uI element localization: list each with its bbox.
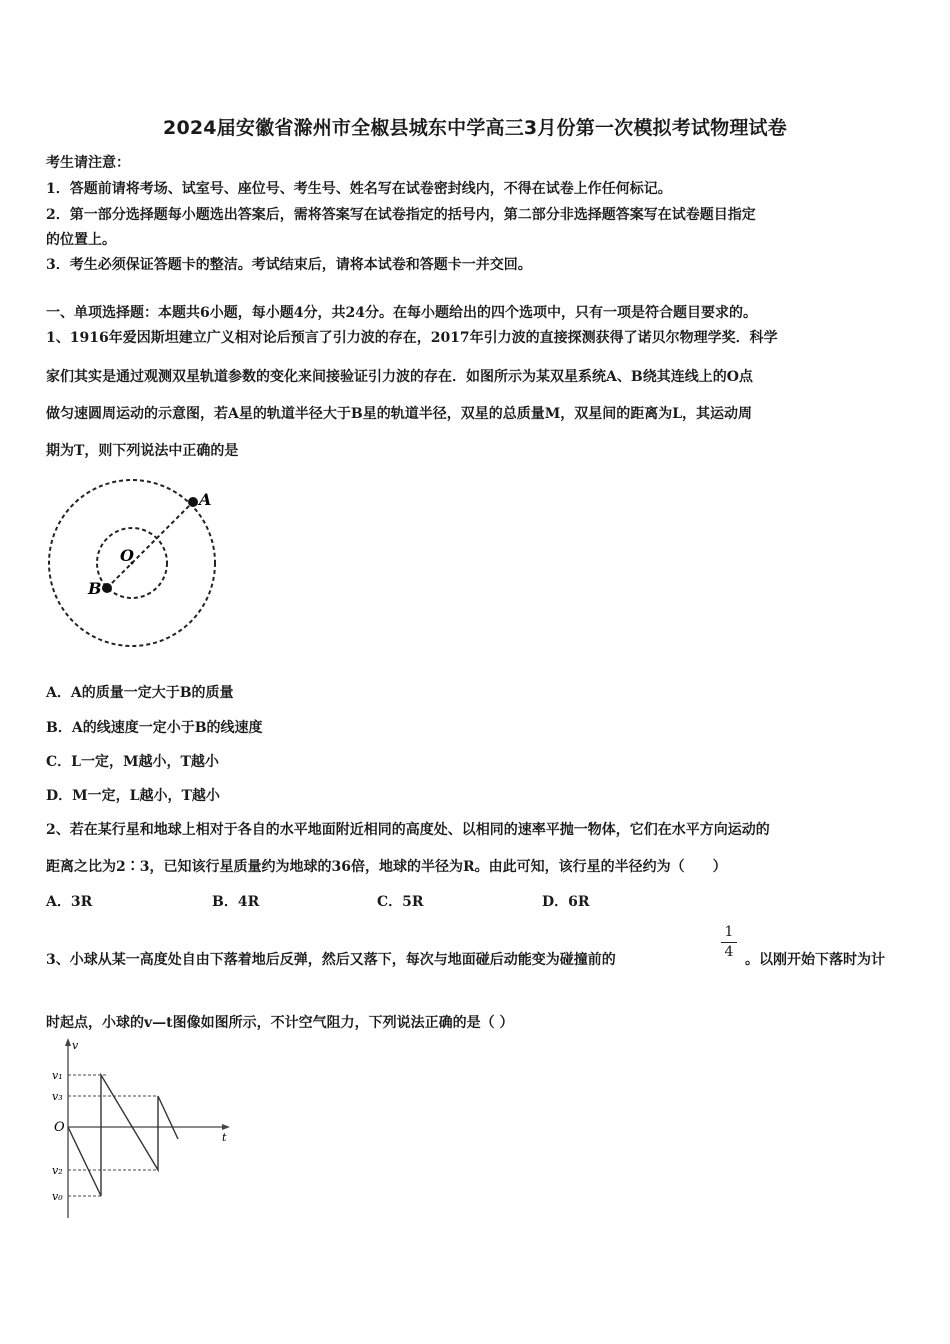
label-v1: v₁ <box>52 1069 63 1082</box>
notice-item-2: 2．第一部分选择题每小题选出答案后，需将答案写在试卷指定的括号内，第二部分非选择题答案写在试卷题目指定 <box>46 207 756 223</box>
q3-text-before: 3、小球从某一高度处自由下落着地后反弹，然后又落下，每次与地面碰后动能变为碰撞前的 <box>46 952 616 968</box>
binary-star-figure <box>40 470 230 660</box>
label-b: B <box>88 579 102 598</box>
page-title: 2024届安徽省滁州市全椒县城东中学高三3月份第一次模拟考试物理试卷 <box>163 117 787 139</box>
q2-text-line-1: 2、若在某行星和地球上相对于各自的水平地面附近相同的高度处、以相同的速率平抛一物体，它们在水平方向运动的 <box>46 822 770 838</box>
q2-option-b: B．4R <box>212 894 260 910</box>
label-o: O <box>120 546 134 565</box>
fraction-one-quarter <box>719 924 739 961</box>
axis-label-t: t <box>222 1131 227 1144</box>
connecting-line <box>107 502 193 588</box>
notice-item-1: 1．答题前请将考场、试室号、座位号、考生号、姓名写在试卷密封线内，不得在试卷上作任何标记。 <box>46 181 672 197</box>
q2-text-line-2: 距离之比为2∶3，已知该行星质量约为地球的36倍，地球的半径为R。由此可知，该行星的半径约为（ ） <box>46 859 727 875</box>
label-v0: v₀ <box>52 1190 63 1203</box>
q3-text-line-2: 时起点，小球的v—t图像如图所示，不计空气阻力，下列说法正确的是（ ） <box>46 1015 514 1031</box>
q1-option-d: D．M一定，L越小，T越小 <box>46 788 220 804</box>
notice-heading: 考生请注意： <box>46 155 130 171</box>
section-heading: 一、单项选择题：本题共6小题，每小题4分，共24分。在每小题给出的四个选项中，只有一项是符合题目要求的。 <box>46 305 757 321</box>
q2-option-a: A．3R <box>46 894 93 910</box>
notice-item-3: 3．考生必须保证答题卡的整洁。考试结束后，请将本试卷和答题卡一并交回。 <box>46 257 532 273</box>
q1-text-line-4: 期为T，则下列说法中正确的是 <box>46 443 239 459</box>
v-axis-arrow <box>65 1038 71 1046</box>
q2-option-c: C．5R <box>377 894 424 910</box>
origin-label: O <box>54 1120 65 1135</box>
t-axis-arrow <box>222 1124 230 1130</box>
fraction-denominator: 4 <box>724 944 734 960</box>
star-b <box>102 583 112 593</box>
velocity-curve <box>68 1075 178 1196</box>
notice-item-2-cont: 的位置上。 <box>46 232 116 248</box>
star-a <box>188 497 198 507</box>
q1-option-b: B．A的线速度一定小于B的线速度 <box>46 720 263 736</box>
q1-text-line-3: 做匀速圆周运动的示意图，若A星的轨道半径大于B星的轨道半径，双星的总质量M，双星间的距离为L，其运动周 <box>46 406 753 422</box>
label-v2: v₂ <box>52 1164 63 1177</box>
label-a: A <box>199 490 212 509</box>
q1-option-a: A．A的质量一定大于B的质量 <box>46 685 234 701</box>
q1-text-line-1: 1、1916年爱因斯坦建立广义相对论后预言了引力波的存在，2017年引力波的直接探测获得了诺贝尔物理学奖．科学 <box>46 330 778 346</box>
fraction-numerator: 1 <box>724 924 734 940</box>
q2-option-d: D．6R <box>542 894 590 910</box>
q3-text-after: 。以刚开始下落时为计 <box>745 952 885 968</box>
q1-text-line-2: 家们其实是通过观测双星轨道参数的变化来间接验证引力波的存在．如图所示为某双星系统A、B绕其连线上的O点 <box>46 369 753 385</box>
label-v3: v₃ <box>52 1090 63 1103</box>
q3-text-line-1 <box>46 949 616 969</box>
axis-label-v: v <box>72 1039 79 1052</box>
vt-graph <box>40 1035 240 1225</box>
q1-option-c: C．L一定，M越小，T越小 <box>46 754 219 770</box>
